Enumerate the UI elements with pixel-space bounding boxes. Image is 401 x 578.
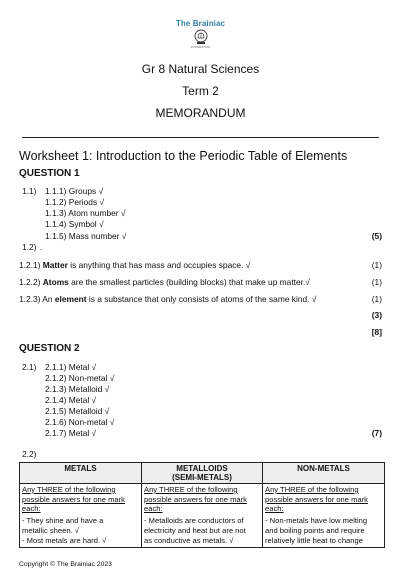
instruction-line: Any THREE of the following (144, 485, 238, 494)
q1-2-2-text: are the smallest particles (building blocks) that make up matter.√ (68, 277, 310, 287)
q2-1-mark: (7) (371, 428, 382, 438)
term-title: Term 2 (182, 84, 219, 98)
instruction-line: each: (22, 504, 41, 514)
q1-2-3-text: is a substance that only consists of atoms of the same kind. √ (86, 294, 317, 304)
metalloids-answer: as conductive as metals. √ (144, 535, 234, 545)
q2-2-number: 2.2) (22, 449, 37, 459)
metalloids-cell (142, 484, 263, 548)
nonmetals-answer: relatively little heat to change (265, 535, 363, 545)
q2-1-item: 2.1.4) Metal √ (45, 395, 97, 405)
q1-1-mark: (5) (371, 231, 382, 241)
q2-1-item: 2.1.3) Metalloid √ (45, 384, 110, 394)
instruction-line: Any THREE of the following (22, 485, 116, 494)
table-header-row (20, 463, 385, 484)
q2-1-item: 2.1.7) Metal √ (45, 428, 97, 438)
q1-2-2-mark: (1) (371, 277, 382, 287)
subject-title: Gr 8 Natural Sciences (141, 62, 260, 76)
question-2-heading: QUESTION 2 (19, 343, 80, 354)
metals-header: METALS (20, 463, 142, 484)
instruction-line: possible answers for one mark (265, 494, 368, 504)
q1-2-2-term: Atoms (42, 277, 69, 287)
instruction-line: possible answers for one mark (144, 494, 247, 504)
nonmetals-answer: - Non-metals have low melting (265, 515, 368, 525)
instruction-line: Any THREE of the following (265, 485, 359, 494)
metalloids-header-sub: (SEMI-METALS) (172, 473, 232, 482)
q2-1-item: 2.1.6) Non-metal √ (45, 417, 115, 427)
q2-1-item: 2.1.1) Metal √ (45, 362, 97, 372)
q1-2-tail: . (40, 242, 43, 252)
metals-answer: - Most metals are hard. √ (22, 535, 107, 545)
q1-2-2-line (19, 277, 310, 287)
metals-answer: - They shine and have a (22, 515, 104, 525)
q1-2-3-mark: (1) (371, 294, 382, 304)
q1-2-1-term: Matter (42, 260, 68, 270)
divider (22, 137, 379, 138)
q1-2-3-line (19, 294, 316, 304)
metalloids-header (142, 463, 263, 484)
q1-1-item: 1.1.1) Groups √ (45, 186, 104, 196)
q1-2-3-term: element (54, 294, 87, 304)
q1-1-item: 1.1.5) Mass number √ (45, 231, 127, 241)
nonmetals-answer: and boiling points and require (265, 525, 365, 535)
instruction-line: possible answers for one mark (22, 494, 125, 504)
q1-2-2-number: 1.2.2) (19, 277, 41, 287)
metalloids-answer: - Metalloids are conductors of (144, 515, 244, 525)
metals-cell (20, 484, 142, 548)
q2-1-number: 2.1) (22, 362, 37, 372)
memorandum-title: MEMORANDUM (155, 106, 246, 120)
q1-1-number: 1.1) (22, 186, 37, 196)
metalloids-header-line: METALLOIDS (176, 464, 228, 473)
q1-2-number: 1.2) (22, 242, 37, 252)
nonmetals-cell (263, 484, 385, 548)
brand-name: The Brainiac (175, 19, 226, 28)
q1-2-1-number: 1.2.1) (19, 260, 41, 270)
worksheet-title: Worksheet 1: Introduction to the Periodic Table of Elements (19, 149, 348, 163)
metals-answer: metallic sheen. √ (22, 525, 79, 535)
q2-1-item: 2.1.2) Non-metal √ (45, 373, 115, 383)
q1-2-subtotal: (3) (371, 310, 382, 320)
instruction-line: each: (144, 504, 163, 514)
nonmetals-header: NON-METALS (263, 463, 385, 484)
q1-2-1-mark: (1) (371, 260, 382, 270)
question-1-heading: QUESTION 1 (19, 168, 80, 179)
q1-2-3-number: 1.2.3) An (19, 294, 53, 304)
q1-1-item: 1.1.2) Periods √ (45, 197, 105, 207)
copyright-footer: Copyright © The Brainiac 2023 (19, 561, 112, 568)
q1-2-1-text: is anything that has mass and occupies space. √ (67, 260, 251, 270)
classification-table (19, 462, 385, 548)
q1-total: [8] (371, 327, 382, 337)
brainiac-logo (193, 29, 209, 45)
q2-1-item: 2.1.5) Metalloid √ (45, 406, 110, 416)
q1-1-item: 1.1.3) Atom number √ (45, 208, 126, 218)
q1-2-1-line (19, 260, 250, 270)
table-row (20, 484, 385, 548)
logo-caption: FOUNDATION (190, 45, 211, 49)
metalloids-answer: electricity and heat but are not (144, 525, 246, 535)
instruction-line: each: (265, 504, 284, 514)
q1-1-item: 1.1.4) Symbol √ (45, 219, 104, 229)
